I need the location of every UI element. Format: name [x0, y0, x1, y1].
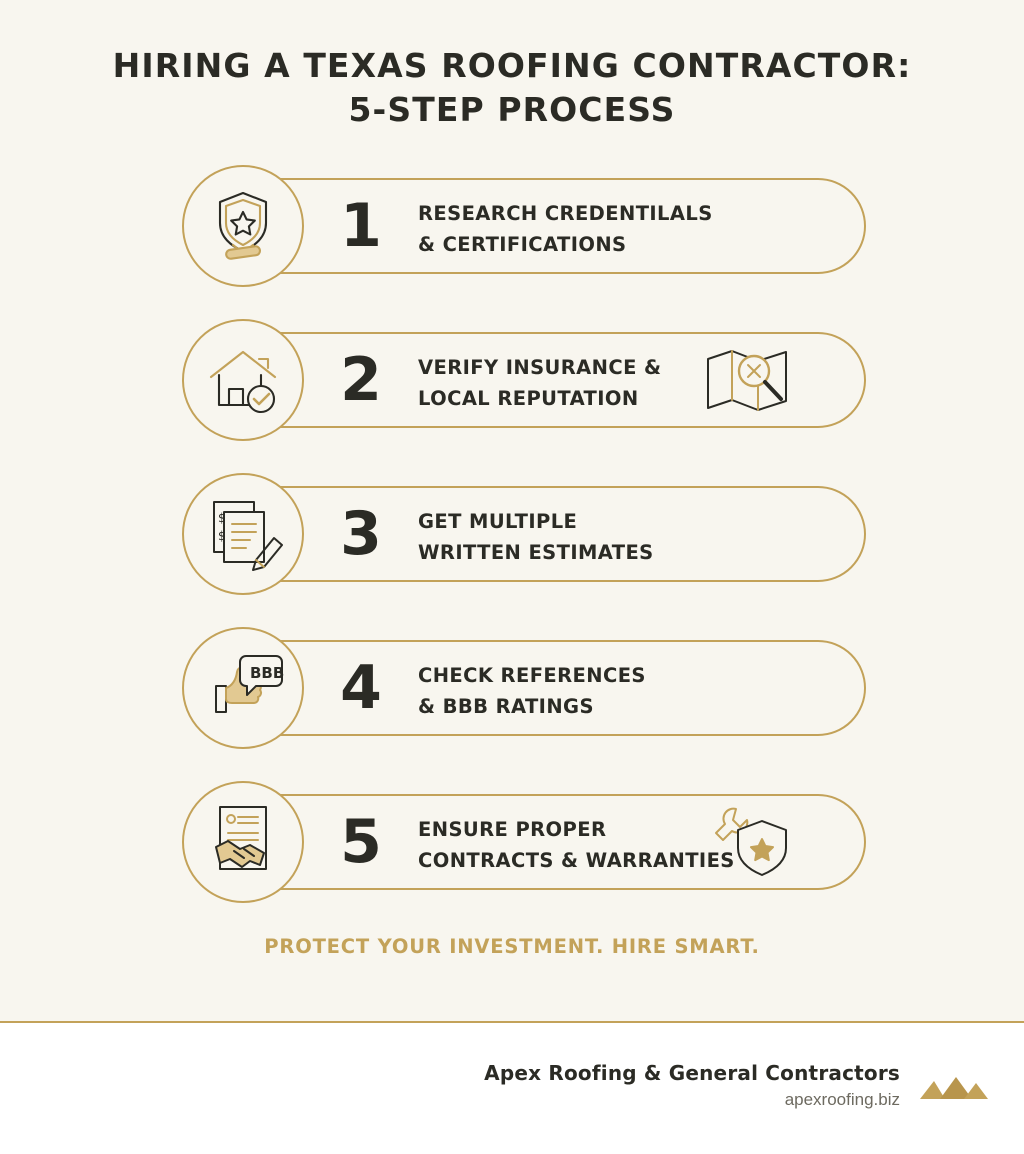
steps-list [0, 165, 1024, 903]
step-text-4 [418, 661, 748, 722]
step-text-5-line-2: CONTRACTS & WARRANTIES [418, 848, 735, 872]
step-item-2 [182, 319, 1024, 441]
step-number-3: 3 [340, 499, 382, 570]
step-text-1-line-1: RESEARCH CREDENTILALS [418, 202, 713, 226]
step-item-4 [182, 627, 1024, 749]
company-name: Apex Roofing & General Contractors [484, 1061, 900, 1085]
shield-star-certificate-icon [182, 165, 304, 287]
footer-text-block [484, 1061, 900, 1110]
step-number-4: 4 [340, 653, 382, 724]
title-line-1: HIRING A TEXAS ROOFING CONTRACTOR: [112, 46, 912, 85]
map-magnifier-icon [702, 343, 794, 422]
step-text-1-line-2: & CERTIFICATIONS [418, 232, 627, 256]
page-title [0, 0, 1024, 131]
wrench-shield-icon [710, 803, 798, 886]
step-number-1: 1 [340, 191, 382, 262]
website-url[interactable]: apexroofing.biz [784, 1090, 900, 1109]
step-text-2 [418, 353, 748, 414]
thumbs-up-bbb-bubble-icon [182, 627, 304, 749]
svg-text:$: $ [218, 529, 226, 544]
step-text-2-line-2: LOCAL REPUTATION [418, 386, 639, 410]
estimate-documents-pencil-icon [182, 473, 304, 595]
step-text-3-line-2: WRITTEN ESTIMATES [418, 540, 654, 564]
step-number-5: 5 [340, 807, 382, 878]
svg-text:$: $ [218, 511, 226, 526]
handshake-contract-icon [182, 781, 304, 903]
step-text-1 [418, 199, 748, 260]
step-item-3 [182, 473, 1024, 595]
house-check-icon [182, 319, 304, 441]
mountain-peaks-logo [918, 1069, 990, 1103]
step-item-1 [182, 165, 1024, 287]
footer-bar [0, 1021, 1024, 1154]
svg-text:BBB: BBB [250, 664, 285, 683]
step-text-4-line-1: CHECK REFERENCES [418, 664, 646, 688]
title-line-2: 5-STEP PROCESS [348, 89, 676, 129]
step-text-5-line-1: ENSURE PROPER [418, 818, 607, 842]
step-text-3-line-1: GET MULTIPLE [418, 510, 578, 534]
step-text-2-line-1: VERIFY INSURANCE & [418, 356, 662, 380]
step-text-4-line-2: & BBB RATINGS [418, 694, 594, 718]
step-text-3 [418, 507, 748, 568]
step-item-5 [182, 781, 1024, 903]
step-number-2: 2 [340, 345, 382, 416]
step-text-5 [418, 815, 748, 876]
footer-content [484, 1061, 990, 1110]
tagline: PROTECT YOUR INVESTMENT. HIRE SMART. [264, 935, 760, 959]
